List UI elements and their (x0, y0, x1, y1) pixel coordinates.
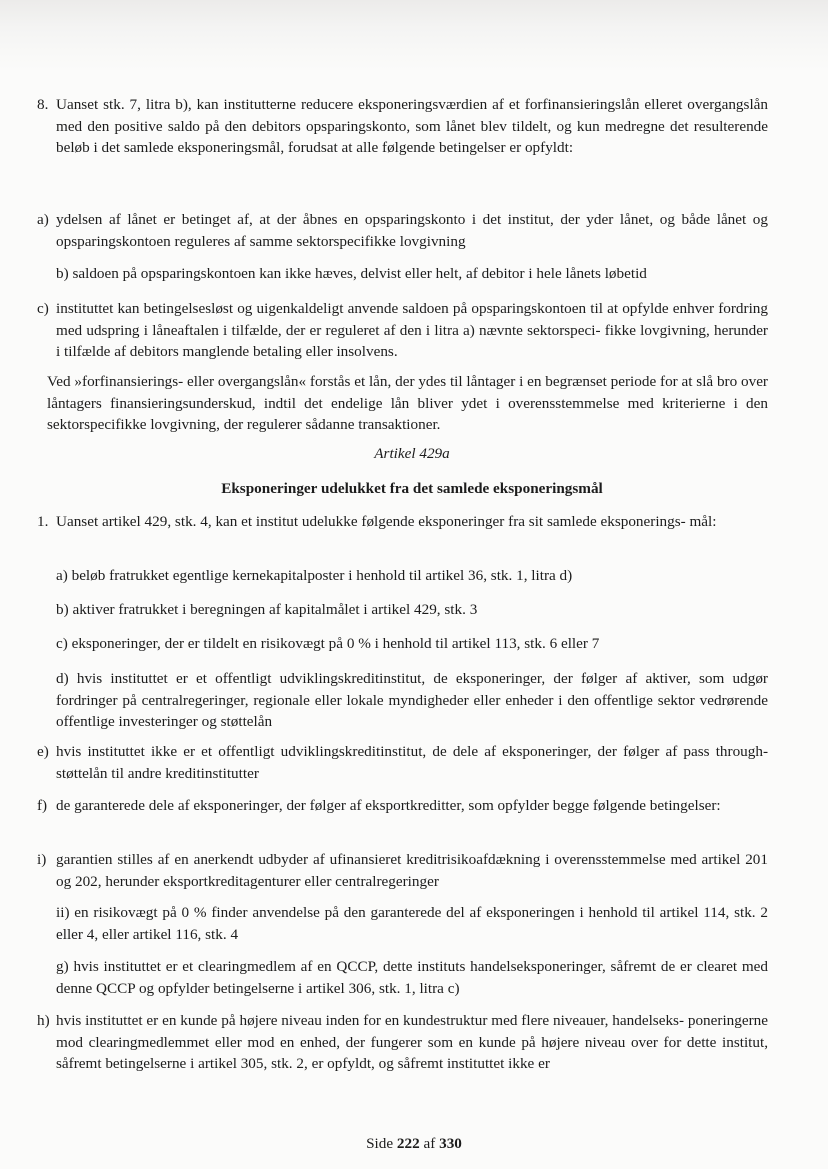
item-ii (56, 902, 768, 945)
item-a-amounts (56, 565, 768, 587)
footer-prefix: Side (366, 1135, 394, 1152)
total-pages: 330 (439, 1135, 462, 1152)
item-label: a) (37, 211, 49, 228)
item-h (37, 1010, 768, 1075)
paragraph-text: Ved »forfinansierings- eller overgangslån« forstås et lån, der ydes til låntager i en begrænset periode for at slå bro over låntagers finansieringsunderskud, indtil det endelige lån bliver ydet i overensstemmelse med kriterierne i den sektorspecifikke lovgivning, der regulerer sådanne transaktioner. (47, 373, 768, 433)
footer-middle: af (423, 1135, 436, 1152)
item-label: f) (37, 797, 48, 814)
paragraph-number: 1. (37, 513, 49, 530)
article-heading: Artikel 429a (374, 445, 450, 462)
item-d (56, 668, 768, 733)
item-text: a) beløb fratrukket egentlige kernekapitalposter i henhold til artikel 36, stk. 1, litra d) (56, 567, 573, 584)
paragraph-text: Uanset artikel 429, stk. 4, kan et institut udelukke følgende eksponeringer fra sit samlede eksponerings- mål: (56, 513, 717, 530)
item-text: ii) en risikovægt på 0 % finder anvendelse på den garanterede del af eksponeringen i henhold til artikel 114, stk. 2 eller 4, eller artikel 116, stk. 4 (56, 904, 768, 943)
item-text: g) hvis instituttet er et clearingmedlem af en QCCP, dette instituts handelseksponeringer, såfremt de er clearet med denne QCCP og opfylder betingelserne i artikel 306, stk. 1, litra c) (56, 958, 768, 997)
item-label: i) (37, 851, 47, 868)
item-text: c) eksponeringer, der er tildelt en risikovægt på 0 % i henhold til artikel 113, stk. 6 eller 7 (56, 635, 600, 652)
item-b (56, 263, 768, 285)
item-text: de garanterede dele af eksponeringer, der følger af eksportkreditter, som opfylder begge følgende betingelser: (56, 797, 721, 814)
item-text: hvis instituttet er en kunde på højere niveau inden for en kundestruktur med flere niveauer, handelseks- poneringerne mod clearingmedlemmet eller mod en enhed, der fungerer som en kunde på højere niveau over for dette institut, såfremt betingelserne i artikel 305, stk. 2, er opfyldt, og såfremt instituttet ikke er (56, 1012, 768, 1072)
item-text: garantien stilles af en anerkendt udbyder af ufinansieret kreditrisikoafdækning i overensstemmelse med artikel 201 og 202, herunder eksportkreditagenturer eller centralregeringer (56, 851, 768, 890)
item-text: hvis instituttet ikke er et offentligt udviklingskreditinstitut, de dele af eksponeringer, der følger af pass through-støttelån til andre kreditinstitutter (56, 743, 768, 782)
item-text: b) aktiver fratrukket i beregningen af kapitalmålet i artikel 429, stk. 3 (56, 601, 478, 618)
item-text: instituttet kan betingelsesløst og uigenkaldeligt anvende saldoen på opsparingskontoen til at opfylde enhver fordring med udspring i låneaftalen i tilfælde, der er reguleret af den i litra a) nævnte sektorspeci- fikke lovgivning, herunder i tilfælde af debitors manglende betaling eller insolvens. (56, 300, 768, 360)
item-c-exposures (56, 633, 768, 655)
item-text: b) saldoen på opsparingskontoen kan ikke hæves, delvist eller helt, af debitor i hele lånets løbetid (56, 265, 647, 282)
paragraph-text: Uanset stk. 7, litra b), kan institutterne reducere eksponeringsværdien af et forfinansieringslån elleret overgangslån med den positive saldo på den debitors opsparingskonto, som lånet blev tildelt, og kun medregne det resulterende beløb i det samlede eksponeringsmål, forudsat at alle følgende betingelser er opfyldt: (56, 96, 768, 156)
item-c (37, 298, 768, 363)
item-e (37, 741, 768, 784)
item-label: c) (37, 300, 49, 317)
item-text: ydelsen af lånet er betinget af, at der åbnes en opsparingskonto i det institut, der yder lånet, og både lånet og opsparingskontoen reguleres af samme sektorspecifikke lovgivning (56, 211, 768, 250)
definition-paragraph (47, 371, 768, 436)
paragraph-number: 8. (37, 96, 49, 113)
item-b-assets (56, 599, 768, 621)
paragraph-8 (37, 94, 768, 159)
page-footer (0, 1133, 828, 1155)
item-a (37, 209, 768, 252)
item-label: e) (37, 743, 49, 760)
item-f (37, 795, 768, 817)
paragraph-1 (37, 511, 768, 533)
current-page-number: 222 (396, 1135, 420, 1152)
item-label: h) (37, 1012, 50, 1029)
item-i (37, 849, 768, 892)
item-g (56, 956, 768, 999)
item-text: d) hvis instituttet er et offentligt udviklingskreditinstitut, de eksponeringer, der følger af aktiver, som udgør fordringer på centralregeringer, regionale eller lokale myndigheder eller enheder i den offentlige sektor vedrørende offentlige investeringer og støttelån (56, 670, 768, 730)
article-title: Eksponeringer udelukket fra det samlede eksponeringsmål (221, 480, 603, 497)
